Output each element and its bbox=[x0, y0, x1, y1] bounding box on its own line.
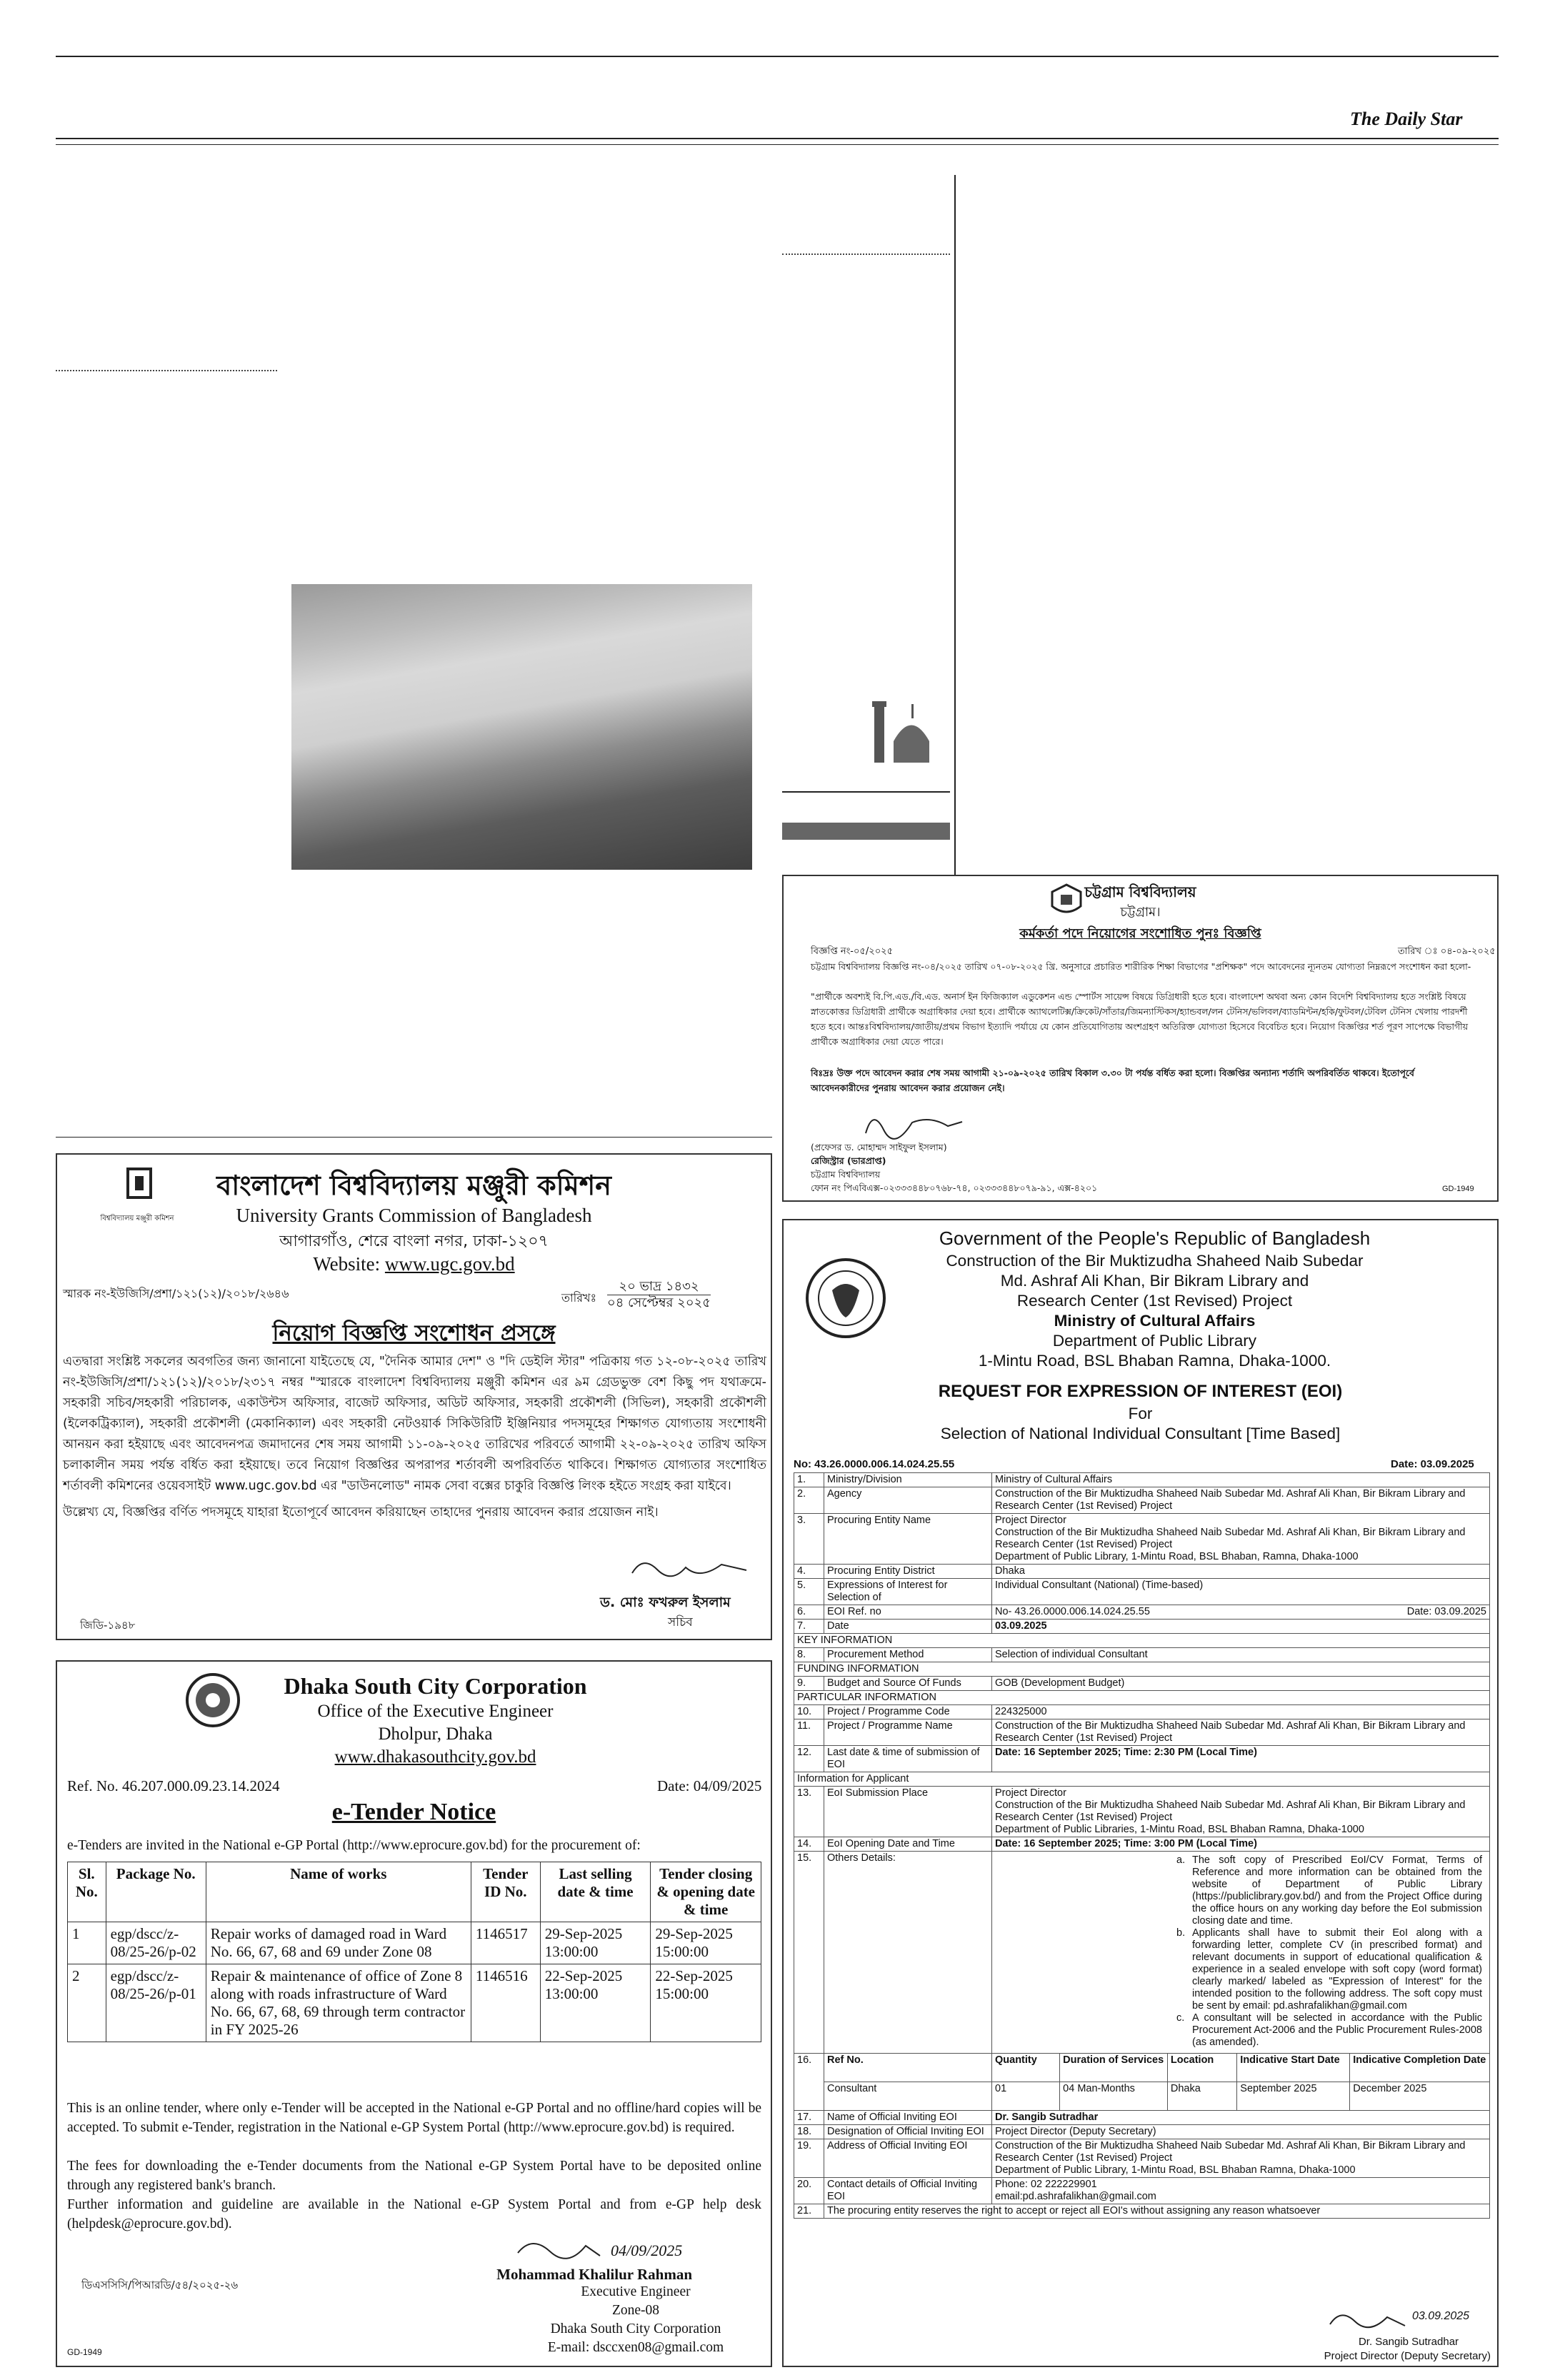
col-last-selling: Last selling date & time bbox=[540, 1862, 651, 1922]
cu-para-3: বিঃদ্রঃ উক্ত পদে আবেদন করার শেষ সময় আগামী ২১-০৯-২০২৫ তারিখ বিকাল ৩.৩০ টা পর্যন্ত বর্ধিত করা হলো। বিজ্ঞপ্তির অন্যান্য শর্তাদি অপরিবর্তিত থাকবে। ইতোপূর্বে আবেদনকারীদের পুনরায় আবেদন করার প্রয়োজন নেই। bbox=[811, 1068, 1415, 1093]
row-no: 18. bbox=[794, 2125, 824, 2139]
row-label: Contact details of Official Inviting EOI bbox=[824, 2178, 992, 2204]
cell-completion: December 2025 bbox=[1350, 2082, 1490, 2111]
eoi-for: For bbox=[1128, 1405, 1153, 1422]
dotted-rule bbox=[782, 253, 950, 255]
ugc-website bbox=[57, 1253, 771, 1275]
dscc-date: Date: 04/09/2025 bbox=[657, 1777, 762, 1794]
row-value: The procuring entity reserves the right to accept or reject all EOI's without assigning any reason whatsoever bbox=[824, 2204, 1490, 2219]
table-row bbox=[68, 1922, 761, 1964]
cell-sl: 2 bbox=[68, 1964, 106, 2042]
col-tender-id: Tender ID No. bbox=[471, 1862, 540, 1922]
eoi-title: REQUEST FOR EXPRESSION OF INTEREST (EOI) bbox=[938, 1382, 1343, 1401]
row-no: 21. bbox=[794, 2204, 824, 2219]
row-no: 19. bbox=[794, 2139, 824, 2178]
cell-ref: Consultant bbox=[824, 2082, 992, 2111]
table-row bbox=[794, 1473, 1490, 1487]
row-value: Dhaka bbox=[992, 1565, 1490, 1579]
cell-works: Repair & maintenance of office of Zone 8 along with roads infrastructure of Ward No. 66, 67, 68, 69 through term contractor in FY 2025-26 bbox=[206, 1964, 471, 2042]
cu-signatory: (প্রফেসর ড. মোহাম্মদ সাইফুল ইসলাম) bbox=[811, 1142, 947, 1153]
row-value-line: email:pd.ashrafalikhan@gmail.com bbox=[995, 2191, 1156, 2202]
row-value-line: Department of Public Library, 1-Mintu Road, BSL Bhaban, Ramna, Dhaka-1000 bbox=[995, 1551, 1359, 1562]
row-value: Dr. Sangib Sutradhar bbox=[992, 2111, 1490, 2125]
subhead-start: Indicative Start Date bbox=[1237, 2054, 1350, 2082]
eoi-ministry: Ministry of Cultural Affairs bbox=[1054, 1312, 1256, 1330]
cu-name: চট্টগ্রাম বিশ্ববিদ্যালয় bbox=[1084, 883, 1196, 900]
ugc-gd: জিডি-১৯৪৮ bbox=[80, 1619, 136, 1632]
ugc-note: উল্লেখ্য যে, বিজ্ঞপ্তির বর্ণিত পদসমূহে যাহারা ইতোপূর্বে আবেদন করিয়াছেন তাহাদের পুনরায় আবেদন করার প্রয়োজন নাই। bbox=[63, 1505, 659, 1520]
row-value: Project Director (Deputy Secretary) bbox=[992, 2125, 1490, 2139]
cu-org: চট্টগ্রাম বিশ্ববিদ্যালয় bbox=[811, 1169, 881, 1180]
section-heading bbox=[794, 1772, 1490, 1787]
masthead-rule-2 bbox=[56, 144, 1499, 145]
ugc-website-link[interactable]: www.ugc.gov.bd bbox=[384, 1253, 515, 1275]
row-no: 2. bbox=[794, 1487, 824, 1514]
dscc-tender-table bbox=[67, 1862, 761, 2042]
cu-notice bbox=[782, 875, 1499, 1202]
row-value: Construction of the Bir Muktizudha Shaheed Naib Subedar Md. Ashraf Ali Khan, Bir Bikram Library and Research Center (1st Revised) Project bbox=[992, 1719, 1490, 1746]
table-row bbox=[794, 1746, 1490, 1772]
row-value: Individual Consultant (National) (Time-based) bbox=[992, 1579, 1490, 1605]
eoi-no: No: 43.26.0000.006.14.024.25.55 bbox=[794, 1458, 955, 1470]
section-heading bbox=[794, 1662, 1490, 1677]
ugc-designation: সচিব bbox=[668, 1615, 693, 1630]
row-label: Procurement Method bbox=[824, 1648, 992, 1662]
cu-notice-no: বিজ্ঞপ্তি নং-০৫/২০২৫ bbox=[811, 946, 894, 957]
ugc-memo-no: স্মারক নং-ইউজিসি/প্রশা/১২১(১২)/২০১৮/২৬৪৬ bbox=[63, 1287, 289, 1300]
table-row bbox=[794, 2111, 1490, 2125]
cu-para-1: চট্টগ্রাম বিশ্ববিদ্যালয় বিজ্ঞপ্তি নং-০৪/২০২৫ তারিখ ০৭-০৮-২০২৫ খ্রি. অনুসারে প্রচারিত শারীরিক শিক্ষা বিভাগের "প্রশিক্ষক" পদে আবেদনের ন্যূনতম যোগ্যতা নিম্নরূপে সংশোধন করা হলো- bbox=[811, 961, 1471, 972]
row-label: Expressions of Interest for Selection of bbox=[824, 1579, 992, 1605]
col-closing: Tender closing & opening date & time bbox=[651, 1862, 761, 1922]
subhead-qty: Quantity bbox=[992, 2054, 1060, 2082]
row-no: 5. bbox=[794, 1579, 824, 1605]
table-row bbox=[794, 2204, 1490, 2219]
section-rule bbox=[56, 1137, 772, 1138]
cu-city: চট্টগ্রাম। bbox=[1120, 905, 1161, 920]
row-no: 6. bbox=[794, 1605, 824, 1620]
eoi-selection: Selection of National Individual Consultant [Time Based] bbox=[940, 1425, 1341, 1442]
row-label: Budget and Source Of Funds bbox=[824, 1677, 992, 1691]
others-item-a: a. The soft copy of Prescribed EoI/CV Format, Terms of Reference and more information can be obtained from the website of Department of Public Library (https://publiclibrary.gov.bd/) and from the Project Office during the office hours on any working day before the EoI submission closing date and time. bbox=[1176, 1854, 1482, 1927]
dscc-intro: e-Tenders are invited in the National e-GP Portal (http://www.eprocure.gov.bd) for the procurement of: bbox=[67, 1838, 641, 1853]
eoi-proj-3: Research Center (1st Revised) Project bbox=[1016, 1292, 1293, 1310]
row-label: EoI Opening Date and Time bbox=[824, 1837, 992, 1852]
row-value bbox=[992, 1787, 1490, 1837]
others-item-a-text: The soft copy of Prescribed EoI/CV Format, Terms of Reference and more information can be obtained from the website of Department of Public Library (https://publiclibrary.gov.bd/) and from the Project Office during the office hours on any working day before the EoI submission closing date and time. bbox=[1192, 1854, 1482, 1927]
cell-duration: 04 Man-Months bbox=[1060, 2082, 1168, 2111]
table-row bbox=[794, 2178, 1490, 2204]
row-value: Date: 16 September 2025; Time: 3:00 PM (Local Time) bbox=[992, 1837, 1490, 1852]
row-value bbox=[992, 1514, 1490, 1565]
dscc-corp: Dhaka South City Corporation bbox=[550, 2321, 721, 2336]
dscc-para-2: The fees for downloading the e-Tender documents from the National e-GP System Portal have to be deposited online through any registered bank's branch. bbox=[67, 2159, 761, 2193]
row-no: 1. bbox=[794, 1473, 824, 1487]
cu-gd: GD-1949 bbox=[1442, 1185, 1474, 1193]
table-header-row bbox=[68, 1862, 761, 1922]
subhead-ref: Ref No. bbox=[824, 2054, 992, 2082]
col-sl: Sl. No. bbox=[68, 1862, 106, 1922]
table-row bbox=[794, 2125, 1490, 2139]
others-item-b: b. Applicants shall have to submit their EoI along with a forwarding letter, complete CV (in prescribed format) and relevant documents in support of educational qualification & experience in a sealed envelope with soft copy (word format) clearly marked/ labeled as "Expression of Interest" for the intended position to the following address. The soft copy must be sent by email: pd.ashrafalikhan@gmail.com bbox=[1176, 1927, 1482, 2012]
dscc-para-3: Further information and guideline are available in the National e-GP System Portal and from e-GP help desk (helpdesk@eprocure.gov.bd). bbox=[67, 2197, 761, 2231]
cell-location: Dhaka bbox=[1167, 2082, 1236, 2111]
cu-signature bbox=[862, 1105, 969, 1140]
table-row bbox=[794, 2082, 1490, 2111]
table-row bbox=[794, 1565, 1490, 1579]
col-works: Name of works bbox=[206, 1862, 471, 1922]
table-row bbox=[794, 1719, 1490, 1746]
cell-closing: 29-Sep-2025 15:00:00 bbox=[651, 1922, 761, 1964]
row-value: Ministry of Cultural Affairs bbox=[992, 1473, 1490, 1487]
eoi-gov: Government of the People's Republic of Bangladesh bbox=[939, 1227, 1371, 1249]
section-heading bbox=[794, 1691, 1490, 1705]
dscc-email[interactable]: E-mail: dsccxen08@gmail.com bbox=[547, 2340, 724, 2355]
cell-works: Repair works of damaged road in Ward No. 66, 67, 68 and 69 under Zone 08 bbox=[206, 1922, 471, 1964]
row-label: Others Details: bbox=[824, 1852, 992, 2054]
ugc-signature bbox=[629, 1552, 750, 1587]
row-no: 15. bbox=[794, 1852, 824, 2054]
dscc-office: Office of the Executive Engineer bbox=[317, 1702, 554, 1721]
cu-title: কর্মকর্তা পদে নিয়োগের সংশোধিত পুনঃ বিজ্ঞপ্তি bbox=[1019, 926, 1261, 941]
subhead-location: Location bbox=[1167, 2054, 1236, 2082]
ugc-date bbox=[607, 1279, 711, 1311]
eoi-table bbox=[794, 1472, 1490, 2219]
eoi-sign-date: 03.09.2025 bbox=[1412, 2310, 1470, 2322]
row-no: 16. bbox=[794, 2054, 824, 2111]
row-label: Designation of Official Inviting EOI bbox=[824, 2125, 992, 2139]
row-label: Agency bbox=[824, 1487, 992, 1514]
row-no: 8. bbox=[794, 1648, 824, 1662]
cell-package: egp/dscc/z-08/25-26/p-02 bbox=[106, 1922, 206, 1964]
column-footer-rule bbox=[782, 791, 950, 793]
ugc-name-bn: বাংলাদেশ বিশ্ববিদ্যালয় মঞ্জুরী কমিশন bbox=[216, 1170, 611, 1201]
row-value: Selection of individual Consultant bbox=[992, 1648, 1490, 1662]
row-no: 20. bbox=[794, 2178, 824, 2204]
row-value-line: Construction of the Bir Muktizudha Shaheed Naib Subedar Md. Ashraf Ali Khan, Bir Bikram Library and Research Center (1st Revised) Project bbox=[995, 1527, 1466, 1550]
subhead-duration: Duration of Services bbox=[1060, 2054, 1168, 2082]
row-no: 11. bbox=[794, 1719, 824, 1746]
cu-para-2: "প্রার্থীকে অবশ্যই বি.পি.এড./বি.এড. অনার্স ইন ফিজিক্যাল এডুকেশন এন্ড স্পোর্টস সায়েন্স বিষয়ে ডিগ্রিধারী হতে হবে। বাংলাদেশ অথবা অন্য কোন বিদেশি বিশ্ববিদ্যালয় হতে সংশ্লিষ্ট বিষয়ে স্নাতকোত্তর ডিগ্রিধারী প্রার্থীকে অগ্রাধিকার দেয়া হবে। প্রার্থীকে অ্যাথলেটিক্স/ক্রিকেট/সাঁতার/জিমন্যাস্টিকস/হ্যান্ডবল/লন টেনিস/ভলিবল/ব্যাডমিন্টন/হকি/ফুটবল/টেবিল টেনিস খেলায় পারদর্শী হতে হবে। আন্তঃবিশ্ববিদ্যালয়/জাতীয়/প্রথম বিভাগ ইত্যাদি পর্যায়ে যে কোন প্রতিযোগিতায় অংশগ্রহণ অতিরিক্ত যোগ্যতা হিসেবে বিবেচিত হবে। নিয়োগ বিজ্ঞপ্তির শর্ত পূরণ সাপেক্ষে বিভাগীয় প্রার্থীকে অগ্রাধিকার দেয়া যেতে পারে। bbox=[811, 991, 1469, 1047]
ugc-date-bn: ২০ ভাদ্র ১৪৩২ bbox=[607, 1279, 711, 1295]
cell-tender-id: 1146516 bbox=[471, 1964, 540, 2042]
dscc-title: e-Tender Notice bbox=[331, 1799, 496, 1825]
row-no: 10. bbox=[794, 1705, 824, 1719]
eoi-date: Date: 03.09.2025 bbox=[1391, 1458, 1474, 1470]
dscc-zone: Zone-08 bbox=[611, 2303, 660, 2318]
dotted-rule bbox=[56, 370, 277, 371]
others-item-c: c. A consultant will be selected in accordance with the Public Procurement Act-2006 and the Public Procurement Rules-2008 (as amended). bbox=[1176, 2012, 1482, 2048]
cu-designation: রেজিস্ট্রার (ভারপ্রাপ্ত) bbox=[811, 1155, 886, 1166]
column-footer-bar bbox=[782, 823, 950, 840]
river-photo bbox=[291, 584, 752, 870]
row-value-line: Phone: 02 222229901 bbox=[995, 2179, 1097, 2190]
cell-start: September 2025 bbox=[1237, 2082, 1350, 2111]
row-label: Ministry/Division bbox=[824, 1473, 992, 1487]
row-label: EoI Submission Place bbox=[824, 1787, 992, 1837]
row-value: Date: 16 September 2025; Time: 2:30 PM (Local Time) bbox=[992, 1746, 1490, 1772]
dscc-signatory: Mohammad Khalilur Rahman bbox=[496, 2266, 692, 2283]
cell-closing: 22-Sep-2025 15:00:00 bbox=[651, 1964, 761, 2042]
row-no: 4. bbox=[794, 1565, 824, 1579]
row-value-line: Construction of the Bir Muktizudha Shaheed Naib Subedar Md. Ashraf Ali Khan, Bir Bikram Library and Research Center (1st Revised) Project bbox=[995, 2140, 1466, 2164]
row-no: 12. bbox=[794, 1746, 824, 1772]
row-no: 7. bbox=[794, 1620, 824, 1634]
row-no: 17. bbox=[794, 2111, 824, 2125]
row-value-line: Construction of the Bir Muktizudha Shaheed Naib Subedar Md. Ashraf Ali Khan, Bir Bikram Library and Research Center (1st Revised) Project bbox=[995, 1799, 1466, 1823]
row-label: Last date & time of submission of EOI bbox=[824, 1746, 992, 1772]
table-row bbox=[794, 1837, 1490, 1852]
row-value: Construction of the Bir Muktizudha Shaheed Naib Subedar Md. Ashraf Ali Khan, Bir Bikram Library and Research Center (1st Revised) Project bbox=[992, 1487, 1490, 1514]
ugc-name-en: University Grants Commission of Bangladesh bbox=[236, 1205, 592, 1226]
eoi-signatory: Dr. Sangib Sutradhar bbox=[1358, 2336, 1459, 2348]
row-value bbox=[992, 2178, 1490, 2204]
cu-date: তারিখ ঃ ০৪-০৯-২০২৫ bbox=[1398, 946, 1496, 957]
subhead-completion: Indicative Completion Date bbox=[1350, 2054, 1490, 2082]
dscc-sign-date: 04/09/2025 bbox=[611, 2241, 683, 2259]
ugc-date-label: তারিখঃ bbox=[561, 1291, 597, 1305]
dscc-designation: Executive Engineer bbox=[581, 2284, 691, 2299]
table-row bbox=[794, 1620, 1490, 1634]
eoi-proj-2: Md. Ashraf Ali Khan, Bir Bikram Library and bbox=[1000, 1272, 1309, 1290]
dscc-gd: GD-1949 bbox=[67, 2347, 102, 2357]
row-label: Address of Official Inviting EOI bbox=[824, 2139, 992, 2178]
table-row bbox=[794, 2139, 1490, 2178]
eoi-notice bbox=[782, 1219, 1499, 2367]
row-value-line: Project Director bbox=[995, 1515, 1066, 1526]
eoi-addr: 1-Mintu Road, BSL Bhaban Ramna, Dhaka-1000. bbox=[978, 1352, 1331, 1370]
eoi-designation: Project Director (Deputy Secretary) bbox=[1324, 2350, 1491, 2362]
eoi-ref-date: Date: 03.09.2025 bbox=[1406, 1606, 1486, 1617]
row-value bbox=[992, 2139, 1490, 2178]
masthead-rule-1 bbox=[56, 138, 1499, 139]
row-label: Name of Official Inviting EOI bbox=[824, 2111, 992, 2125]
table-row bbox=[794, 1514, 1490, 1565]
top-rule bbox=[56, 56, 1499, 57]
row-value-line: Project Director bbox=[995, 1787, 1066, 1799]
table-row bbox=[794, 1677, 1490, 1691]
section-label: FUNDING INFORMATION bbox=[794, 1662, 1490, 1677]
ugc-body: এতদ্বারা সংশ্লিষ্ট সকলের অবগতির জন্য জানানো যাইতেছে যে, "দৈনিক আমার দেশ" ও "দি ডেইলি স্টার" পত্রিকায় গত ১২-০৮-২০২৫ তারিখ নং-ইউজিসি/প্রশা/১২১(১২)/২০১৮/২৩১৭ নম্বর "স্মারকে বাংলাদেশ বিশ্ববিদ্যালয় মঞ্জুরী কমিশন এর ৯ম গ্রেডভুক্ত বেশ কিছু পদ যথাক্রমে- সহকারী সচিব/সহকারী পরিচালক, একাউন্টস অফিসার, বাজেট অফিসার, অডিট অফিসার, সহকারী প্রকৌশলী (সিভিল), সহকারী প্রকৌশলী (ইলেকট্রিক্যাল), সহকারী প্রকৌশলী (মেকানিক্যাল) এবং সহকারী নেটওয়ার্ক সিকিউরিটি ইঞ্জিনিয়ার পদসমূহের শিক্ষাগত যোগ্যতায় সংশোধনী আনয়ন করা হইয়াছে এবং আবেদনপত্র জমাদানের শেষ সময় আগামী ১১-০৯-২০২৫ তারিখের পরিবর্তে আগামী ২২-০৯-২০২৫ তারিখ অফিস চলাকালীন সময় পর্যন্ত বর্ধিত করা হইয়াছে। তবে নিয়োগ বিজ্ঞপ্তির অপরাপর শর্তাবলী অপরিবর্তিত থাকিবে। শিক্ষাগত যোগ্যতার সংশোধিত শর্তাবলী কমিশনের ওয়েবসাইট www.ugc.gov.bd এর "ডাউনলোড" নামক সেবা বক্সের চাকুরি বিজ্ঞপ্তি লিংক হইতে সংগ্রহ করা যাইবে। bbox=[63, 1355, 766, 1493]
ugc-logo-caption: বিশ্ববিদ্যালয় মঞ্জুরী কমিশন bbox=[100, 1215, 174, 1222]
row-value: 224325000 bbox=[992, 1705, 1490, 1719]
row-value bbox=[992, 1605, 1490, 1620]
others-item-b-text: Applicants shall have to submit their EoI along with a forwarding letter, complete CV (in prescribed format) and relevant documents in support of educational qualification & experience in a sealed envelope with soft copy (word format) clearly marked/ labeled as "Expression of Interest" for the intended position to the following address. The soft copy must be sent by email: pd.ashrafalikhan@gmail.com bbox=[1192, 1927, 1482, 2012]
row-label: Procuring Entity District bbox=[824, 1565, 992, 1579]
masthead-logo: The Daily Star bbox=[1350, 109, 1463, 129]
table-row bbox=[794, 1579, 1490, 1605]
section-label: PARTICULAR INFORMATION bbox=[794, 1691, 1490, 1705]
section-label: KEY INFORMATION bbox=[794, 1634, 1490, 1648]
col-package: Package No. bbox=[106, 1862, 206, 1922]
ugc-date-en: ০৪ সেপ্টেম্বর ২০২৫ bbox=[607, 1295, 711, 1310]
cell-sl: 1 bbox=[68, 1922, 106, 1964]
dscc-memo: ডিএসসিসি/পিআরডি/৫৪/২০২৫-২৬ bbox=[81, 2279, 239, 2291]
row-value: 03.09.2025 bbox=[992, 1620, 1490, 1634]
ugc-title: নিয়োগ বিজ্ঞপ্তি সংশোধন প্রসঙ্গে bbox=[272, 1320, 556, 1346]
dscc-website-link[interactable]: www.dhakasouthcity.gov.bd bbox=[334, 1747, 536, 1767]
cell-package: egp/dscc/z-08/25-26/p-01 bbox=[106, 1964, 206, 2042]
eoi-dept: Department of Public Library bbox=[1052, 1332, 1257, 1350]
row-label: Project / Programme Code bbox=[824, 1705, 992, 1719]
ugc-address: আগারগাঁও, শেরে বাংলা নগর, ঢাকা-১২০৭ bbox=[279, 1232, 549, 1250]
dscc-ref: Ref. No. 46.207.000.09.23.14.2024 bbox=[67, 1777, 280, 1794]
eoi-proj-1: Construction of the Bir Muktizudha Shaheed Naib Subedar bbox=[946, 1252, 1364, 1270]
dscc-location: Dholpur, Dhaka bbox=[378, 1724, 493, 1744]
row-value-line: Department of Public Libraries, 1-Mintu Road, BSL Bhaban Ramna, Dhaka-1000 bbox=[995, 1824, 1364, 1835]
row-no: 9. bbox=[794, 1677, 824, 1691]
cell-last-selling: 22-Sep-2025 13:00:00 bbox=[540, 1964, 651, 2042]
table-row bbox=[794, 1487, 1490, 1514]
table-row bbox=[794, 1648, 1490, 1662]
dscc-org: Dhaka South City Corporation bbox=[284, 1673, 587, 1699]
ugc-website-label: Website: bbox=[313, 1253, 381, 1275]
row-label: EOI Ref. no bbox=[824, 1605, 992, 1620]
table-row bbox=[794, 1852, 1490, 2054]
table-row bbox=[68, 1964, 761, 2042]
cu-phone: ফোন নং পিএবিএক্স-০২৩৩৩৪৪৮০৭৬৮-৭৪, ০২৩৩৩৪৪৮০৭৯-৯১, এক্স-৪২০১ bbox=[811, 1183, 1098, 1193]
section-label: Information for Applicant bbox=[794, 1772, 1490, 1787]
table-row bbox=[794, 2054, 1490, 2082]
row-no: 14. bbox=[794, 1837, 824, 1852]
ugc-signatory: ড. মোঃ ফখরুল ইসলাম bbox=[600, 1595, 731, 1610]
eoi-ref-no: No- 43.26.0000.006.14.024.25.55 bbox=[995, 1606, 1150, 1617]
row-label: Project / Programme Name bbox=[824, 1719, 992, 1746]
others-item-c-text: A consultant will be selected in accordance with the Public Procurement Act-2006 and the Public Procurement Rules-2008 (as amended). bbox=[1192, 2012, 1482, 2048]
row-no: 13. bbox=[794, 1787, 824, 1837]
row-value bbox=[992, 1852, 1490, 2054]
row-label: Date bbox=[824, 1620, 992, 1634]
table-row bbox=[794, 1705, 1490, 1719]
row-no: 3. bbox=[794, 1514, 824, 1565]
row-value-line: Department of Public Library, 1-Mintu Road, BSL Bhaban Ramna, Dhaka-1000 bbox=[995, 2164, 1356, 2176]
dscc-para-1: This is an online tender, where only e-Tender will be accepted in the National e-GP Portal and no offline/hard copies will be accepted. To submit e-Tender, registration in the National e-GP System Portal (http://www.eprocure.gov.bd) is required. bbox=[67, 2101, 761, 2135]
ugc-notice bbox=[56, 1153, 772, 1640]
dscc-tender-notice bbox=[56, 1660, 772, 2367]
row-value: GOB (Development Budget) bbox=[992, 1677, 1490, 1691]
mosque-icon bbox=[869, 691, 947, 770]
cell-tender-id: 1146517 bbox=[471, 1922, 540, 1964]
cell-last-selling: 29-Sep-2025 13:00:00 bbox=[540, 1922, 651, 1964]
section-heading bbox=[794, 1634, 1490, 1648]
table-row bbox=[794, 1787, 1490, 1837]
table-row bbox=[794, 1605, 1490, 1620]
cell-qty: 01 bbox=[992, 2082, 1060, 2111]
row-label: Procuring Entity Name bbox=[824, 1514, 992, 1565]
